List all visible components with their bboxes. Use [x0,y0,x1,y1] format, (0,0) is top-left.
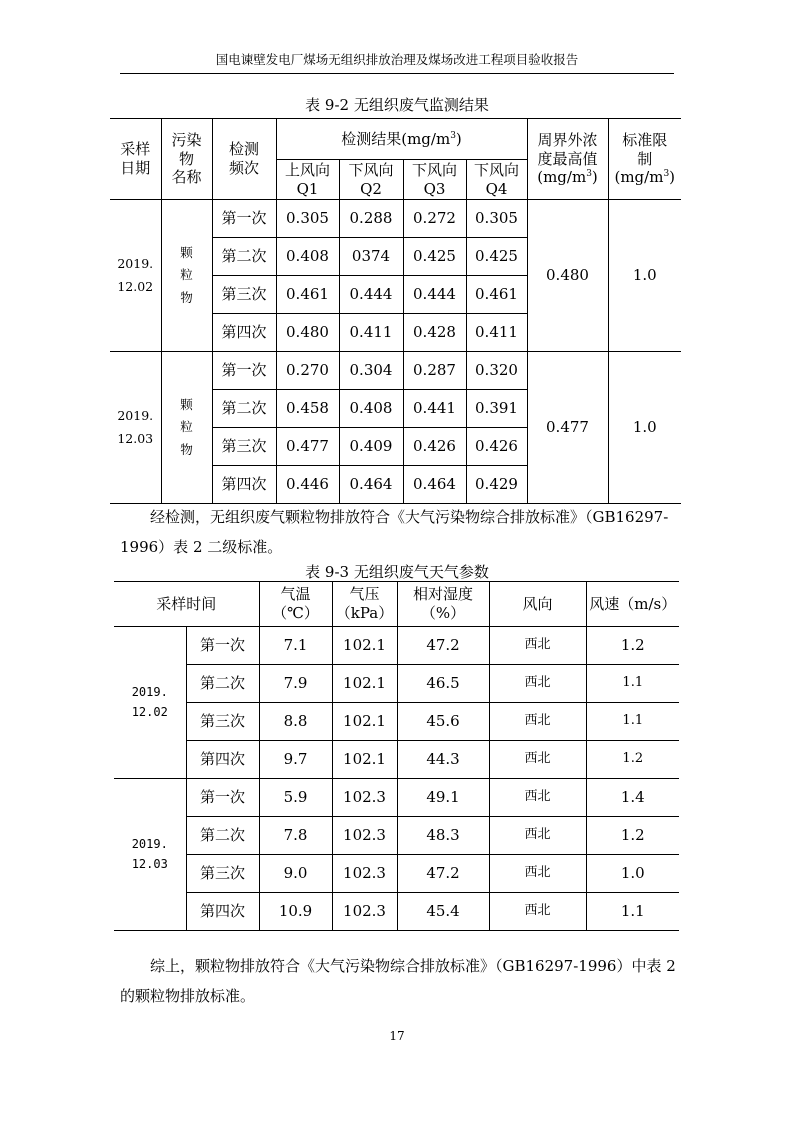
wind-speed-cell: 1.0 [586,855,679,893]
header-humidity: 相对湿度 （%） [397,582,489,627]
q4-cell: 0.426 [466,428,527,466]
temp-cell: 7.8 [259,817,332,855]
humidity-cell: 44.3 [397,741,489,779]
freq-cell: 第一次 [186,627,259,665]
freq-cell: 第三次 [212,276,276,314]
humidity-cell: 45.4 [397,893,489,931]
q1-cell: 0.458 [276,390,339,428]
pollutant-cell: 颗粒物 [161,352,212,504]
freq-cell: 第三次 [186,703,259,741]
q1-cell: 0.480 [276,314,339,352]
temp-cell: 7.1 [259,627,332,665]
table-9-3 [114,581,679,931]
q1-cell: 0.461 [276,276,339,314]
pressure-cell: 102.1 [332,627,397,665]
q2-cell: 0.288 [339,200,403,238]
q3-cell: 0.444 [403,276,466,314]
table1-caption: 表 9-2 无组织废气监测结果 [305,96,489,114]
q2-cell: 0.408 [339,390,403,428]
paragraph-conclusion-1: 经检测，无组织废气颗粒物排放符合《大气污染物综合排放标准》（GB16297-1996）表 2 二级标准。 [120,508,669,556]
wind-speed-cell: 1.2 [586,627,679,665]
temp-cell: 9.0 [259,855,332,893]
wind-speed-cell: 1.1 [586,703,679,741]
q4-cell: 0.461 [466,276,527,314]
header-date: 采样 日期 [110,119,161,200]
q3-cell: 0.464 [403,466,466,504]
header-pressure: 气压 （kPa） [332,582,397,627]
q4-cell: 0.320 [466,352,527,390]
wind-dir-cell: 西北 [489,855,586,893]
q3-cell: 0.426 [403,428,466,466]
table-row [114,779,679,817]
limit-cell: 1.0 [608,352,681,504]
header-wind-speed: 风速（m/s） [586,582,679,627]
freq-cell: 第二次 [212,390,276,428]
header-q1: 上风向 Q1 [276,160,339,200]
wind-speed-cell: 1.4 [586,779,679,817]
table-row [114,703,679,741]
q3-cell: 0.287 [403,352,466,390]
q2-cell: 0.304 [339,352,403,390]
freq-cell: 第三次 [212,428,276,466]
q1-cell: 0.477 [276,428,339,466]
freq-cell: 第一次 [212,200,276,238]
header-result-group: 检测结果$(mg/m^3)$ [276,119,527,160]
pressure-cell: 102.1 [332,665,397,703]
header-q2: 下风向 Q2 [339,160,403,200]
pressure-cell: 102.1 [332,741,397,779]
temp-cell: 5.9 [259,779,332,817]
table-row [114,893,679,931]
freq-cell: 第二次 [186,817,259,855]
max-cell: 0.477 [527,352,608,504]
wind-speed-cell: 1.1 [586,665,679,703]
header-time: 采样时间 [114,582,259,627]
humidity-cell: 47.2 [397,855,489,893]
humidity-cell: 46.5 [397,665,489,703]
temp-cell: 10.9 [259,893,332,931]
table-row [114,627,679,665]
wind-dir-cell: 西北 [489,779,586,817]
humidity-cell: 49.1 [397,779,489,817]
wind-dir-cell: 西北 [489,703,586,741]
date-cell: 2019. 12.03 [110,352,161,504]
temp-cell: 9.7 [259,741,332,779]
table-row [110,200,681,238]
table-row [110,352,681,390]
temp-cell: 7.9 [259,665,332,703]
q4-cell: 0.429 [466,466,527,504]
date-cell: 2019. 12.02 [110,200,161,352]
pollutant-cell: 颗粒物 [161,200,212,352]
max-cell: 0.480 [527,200,608,352]
wind-speed-cell: 1.2 [586,741,679,779]
table2-caption: 表 9-3 无组织废气天气参数 [305,563,489,581]
table-row [114,665,679,703]
q4-cell: 0.305 [466,200,527,238]
q4-cell: 0.425 [466,238,527,276]
pressure-cell: 102.3 [332,893,397,931]
pressure-cell: 102.3 [332,779,397,817]
header-max: 周界外浓 度最高值 $(mg/m^3)$ [527,119,608,200]
q4-cell: 0.411 [466,314,527,352]
wind-speed-cell: 1.1 [586,893,679,931]
humidity-cell: 45.6 [397,703,489,741]
header-rule [120,73,674,74]
q3-cell: 0.441 [403,390,466,428]
pressure-cell: 102.3 [332,817,397,855]
header-pollutant: 污染 物 名称 [161,119,212,200]
q3-cell: 0.272 [403,200,466,238]
wind-dir-cell: 西北 [489,627,586,665]
q1-cell: 0.408 [276,238,339,276]
freq-cell: 第一次 [212,352,276,390]
q2-cell: 0.464 [339,466,403,504]
wind-dir-cell: 西北 [489,893,586,931]
pressure-cell: 102.3 [332,855,397,893]
header-limit: 标准限 制 $(mg/m^3)$ [608,119,681,200]
table-9-2 [110,118,681,504]
header-q3: 下风向 Q3 [403,160,466,200]
freq-cell: 第四次 [212,314,276,352]
freq-cell: 第三次 [186,855,259,893]
header-wind-dir: 风向 [489,582,586,627]
header-freq: 检测 频次 [212,119,276,200]
paragraph-conclusion-2: 综上，颗粒物排放符合《大气污染物综合排放标准》（GB16297-1996）中表 2 的颗粒物排放标准。 [120,957,676,1005]
q2-cell: 0.411 [339,314,403,352]
q2-cell: 0.409 [339,428,403,466]
q2-cell: 0.444 [339,276,403,314]
header-q4: 下风向 Q4 [466,160,527,200]
table-row [114,855,679,893]
q3-cell: 0.425 [403,238,466,276]
running-header: 国电谏壁发电厂煤场无组织排放治理及煤场改进工程项目验收报告 [215,52,579,67]
pressure-cell: 102.1 [332,703,397,741]
date-cell: 2019. 12.03 [114,779,186,931]
wind-dir-cell: 西北 [489,817,586,855]
freq-cell: 第二次 [186,665,259,703]
wind-dir-cell: 西北 [489,741,586,779]
freq-cell: 第四次 [186,893,259,931]
q4-cell: 0.391 [466,390,527,428]
q3-cell: 0.428 [403,314,466,352]
wind-dir-cell: 西北 [489,665,586,703]
freq-cell: 第二次 [212,238,276,276]
table-row [114,817,679,855]
freq-cell: 第四次 [186,741,259,779]
page-number: 17 [389,1029,405,1043]
q1-cell: 0.305 [276,200,339,238]
freq-cell: 第四次 [212,466,276,504]
temp-cell: 8.8 [259,703,332,741]
limit-cell: 1.0 [608,200,681,352]
q1-cell: 0.270 [276,352,339,390]
freq-cell: 第一次 [186,779,259,817]
table-row [114,741,679,779]
humidity-cell: 48.3 [397,817,489,855]
wind-speed-cell: 1.2 [586,817,679,855]
date-cell: 2019. 12.02 [114,627,186,779]
q2-cell: 0374 [339,238,403,276]
q1-cell: 0.446 [276,466,339,504]
header-temp: 气温 （℃） [259,582,332,627]
humidity-cell: 47.2 [397,627,489,665]
